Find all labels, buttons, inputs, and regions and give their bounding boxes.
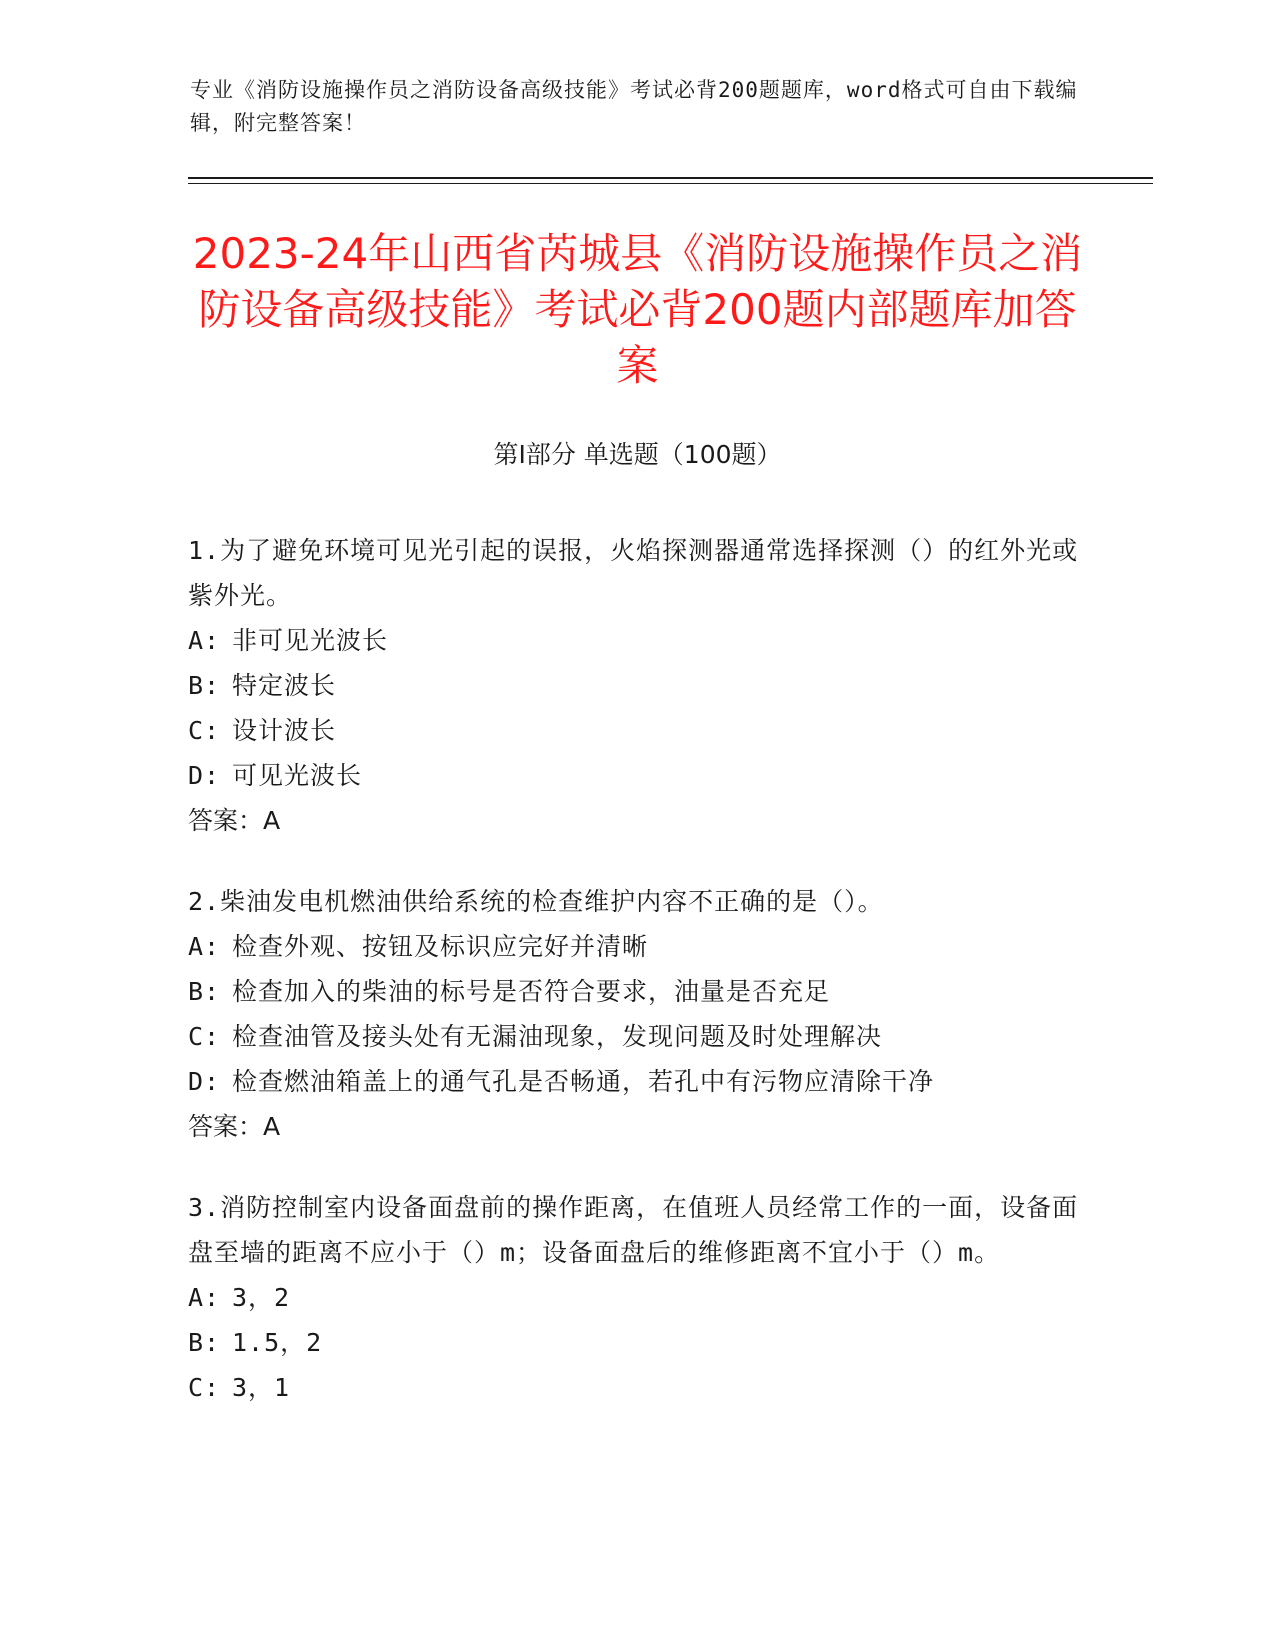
option-b xyxy=(188,663,1088,708)
option-c xyxy=(188,1014,1088,1059)
option-key: A: xyxy=(188,626,221,655)
option-text: 可见光波长 xyxy=(232,761,363,790)
option-text: 检查油管及接头处有无漏油现象，发现问题及时处理解决 xyxy=(232,1022,883,1051)
question-stem: 2.柴油发电机燃油供给系统的检查维护内容不正确的是（）。 xyxy=(188,887,884,916)
document-title: 2023-24年山西省芮城县《消防设施操作员之消防设备高级技能》考试必背200题内部题库加答案 xyxy=(192,229,1083,390)
option-d xyxy=(188,753,1088,798)
answer-label: 答案： xyxy=(188,806,264,835)
option-key: B: xyxy=(188,671,221,700)
option-key: B: xyxy=(188,977,221,1006)
option-text: 非可见光波长 xyxy=(232,626,389,655)
option-key: C: xyxy=(188,1373,221,1402)
option-text: 3，2 xyxy=(232,1283,291,1312)
option-key: D: xyxy=(188,761,221,790)
option-key: D: xyxy=(188,1067,221,1096)
question-list xyxy=(188,528,1088,1446)
option-a xyxy=(188,924,1088,969)
header-divider-thick xyxy=(188,177,1153,179)
question-stem: 1.为了避免环境可见光引起的误报，火焰探测器通常选择探测（）的红外光或紫外光。 xyxy=(188,536,1079,610)
option-text: 检查外观、按钮及标识应完好并清晰 xyxy=(232,932,649,961)
option-c xyxy=(188,1365,1088,1410)
option-a xyxy=(188,1275,1088,1320)
answer-line xyxy=(188,1104,1088,1149)
option-key: A: xyxy=(188,932,221,961)
option-text: 1.5，2 xyxy=(232,1328,323,1357)
option-key: B: xyxy=(188,1328,221,1357)
option-b xyxy=(188,969,1088,1014)
option-key: C: xyxy=(188,716,221,745)
question-item xyxy=(188,528,1088,843)
answer-value: A xyxy=(263,1112,281,1141)
question-item xyxy=(188,879,1088,1149)
answer-value: A xyxy=(263,806,281,835)
option-c xyxy=(188,708,1088,753)
question-item xyxy=(188,1185,1088,1410)
option-b xyxy=(188,1320,1088,1365)
option-text: 设计波长 xyxy=(232,716,337,745)
answer-label: 答案： xyxy=(188,1112,264,1141)
option-key: A: xyxy=(188,1283,221,1312)
option-text: 检查燃油箱盖上的通气孔是否畅通，若孔中有污物应清除干净 xyxy=(232,1067,935,1096)
header-note: 专业《消防设施操作员之消防设备高级技能》考试必背200题题库，word格式可自由下载编辑，附完整答案！ xyxy=(190,78,1078,135)
section-heading: 第I部分 单选题（100题） xyxy=(493,440,782,469)
option-a xyxy=(188,618,1088,663)
option-text: 特定波长 xyxy=(232,671,337,700)
option-text: 3，1 xyxy=(232,1373,291,1402)
option-key: C: xyxy=(188,1022,221,1051)
question-stem: 3.消防控制室内设备面盘前的操作距离，在值班人员经常工作的一面，设备面盘至墙的距离不应小于（）m；设备面盘后的维修距离不宜小于（）m。 xyxy=(188,1193,1079,1267)
answer-line xyxy=(188,798,1088,843)
header-divider-thin xyxy=(188,183,1153,184)
option-text: 检查加入的柴油的标号是否符合要求，油量是否充足 xyxy=(232,977,831,1006)
option-d xyxy=(188,1059,1088,1104)
